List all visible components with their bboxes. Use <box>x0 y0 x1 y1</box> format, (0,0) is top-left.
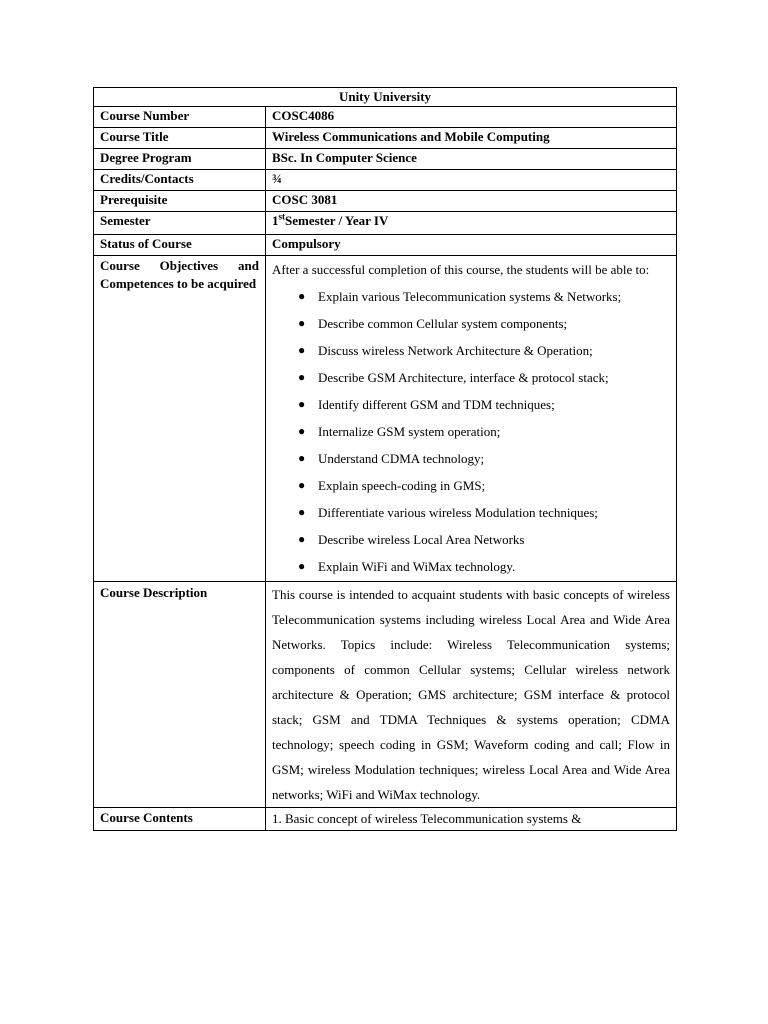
semester-ordinal: st <box>278 211 285 222</box>
bullet-icon: ● <box>298 559 306 573</box>
list-item <box>298 419 670 444</box>
prerequisite-label: Prerequisite <box>94 191 266 212</box>
objective-text: Differentiate various wireless Modulation techniques; <box>318 505 598 520</box>
list-item <box>298 446 670 471</box>
objectives-list <box>272 284 670 579</box>
bullet-icon: ● <box>298 316 306 330</box>
table-row <box>94 128 677 149</box>
objective-text: Describe wireless Local Area Networks <box>318 532 525 547</box>
objectives-intro: After a successful completion of this course, the students will be able to: <box>272 262 650 277</box>
list-item <box>298 554 670 579</box>
bullet-icon: ● <box>298 343 306 357</box>
status-value: Compulsory <box>266 235 677 256</box>
list-item <box>298 392 670 417</box>
university-title: Unity University <box>94 88 677 107</box>
objective-text: Discuss wireless Network Architecture & Operation; <box>318 343 593 358</box>
course-number-label: Course Number <box>94 107 266 128</box>
objective-text: Describe common Cellular system components; <box>318 316 568 331</box>
degree-program-label: Degree Program <box>94 149 266 170</box>
bullet-icon: ● <box>298 289 306 303</box>
semester-number: 1 <box>272 213 279 228</box>
bullet-icon: ● <box>298 451 306 465</box>
list-item <box>298 527 670 552</box>
objective-text: Explain various Telecommunication systems & Networks; <box>318 289 622 304</box>
course-syllabus-table <box>93 87 677 831</box>
course-title-label: Course Title <box>94 128 266 149</box>
semester-value <box>266 212 677 235</box>
bullet-icon: ● <box>298 370 306 384</box>
table-row <box>94 808 677 831</box>
course-number-value: COSC4086 <box>266 107 677 128</box>
table-row <box>94 235 677 256</box>
table-row <box>94 170 677 191</box>
objective-text: Explain speech-coding in GMS; <box>318 478 486 493</box>
list-item <box>298 500 670 525</box>
objective-text: Describe GSM Architecture, interface & protocol stack; <box>318 370 609 385</box>
bullet-icon: ● <box>298 532 306 546</box>
objective-text: Understand CDMA technology; <box>318 451 485 466</box>
contents-label: Course Contents <box>94 808 266 831</box>
objective-text: Internalize GSM system operation; <box>318 424 501 439</box>
description-text: This course is intended to acquaint students with basic concepts of wireless Telecommunication systems including wireless Local Area and Wide Area Networks. Topics include: Wireless Telecommunication systems; components of common Cellular systems; Cellular wireless network architecture & Operation; GMS architecture; GSM interface & protocol stack; GSM and TDMA Techniques & systems operation; CDMA technology; speech coding in GSM; Waveform coding and call; Flow in GSM; wireless Modulation techniques; wireless Local Area and Wide Area networks; WiFi and WiMax technology. <box>272 587 670 802</box>
semester-text: Semester / Year IV <box>285 213 389 228</box>
table-row <box>94 191 677 212</box>
description-label: Course Description <box>94 582 266 808</box>
course-title-value: Wireless Communications and Mobile Computing <box>266 128 677 149</box>
contents-cell <box>266 808 677 831</box>
credits-label: Credits/Contacts <box>94 170 266 191</box>
list-item <box>298 365 670 390</box>
semester-label: Semester <box>94 212 266 235</box>
table-row <box>94 256 677 582</box>
table-row <box>94 107 677 128</box>
table-row <box>94 149 677 170</box>
description-cell <box>266 582 677 808</box>
bullet-icon: ● <box>298 424 306 438</box>
list-item <box>298 473 670 498</box>
objectives-label: Course Objectives and Competences to be acquired <box>94 256 266 582</box>
bullet-icon: ● <box>298 478 306 492</box>
prerequisite-value: COSC 3081 <box>266 191 677 212</box>
bullet-icon: ● <box>298 505 306 519</box>
objective-text: Explain WiFi and WiMax technology. <box>318 559 516 574</box>
credits-value: ¾ <box>266 170 677 191</box>
degree-program-value: BSc. In Computer Science <box>266 149 677 170</box>
table-row <box>94 582 677 808</box>
table-row <box>94 212 677 235</box>
list-item <box>298 311 670 336</box>
bullet-icon: ● <box>298 397 306 411</box>
status-label: Status of Course <box>94 235 266 256</box>
objective-text: Identify different GSM and TDM techniques; <box>318 397 555 412</box>
contents-first-item: 1. Basic concept of wireless Telecommunication systems & <box>272 811 582 826</box>
objectives-cell <box>266 256 677 582</box>
list-item <box>298 338 670 363</box>
list-item <box>298 284 670 309</box>
